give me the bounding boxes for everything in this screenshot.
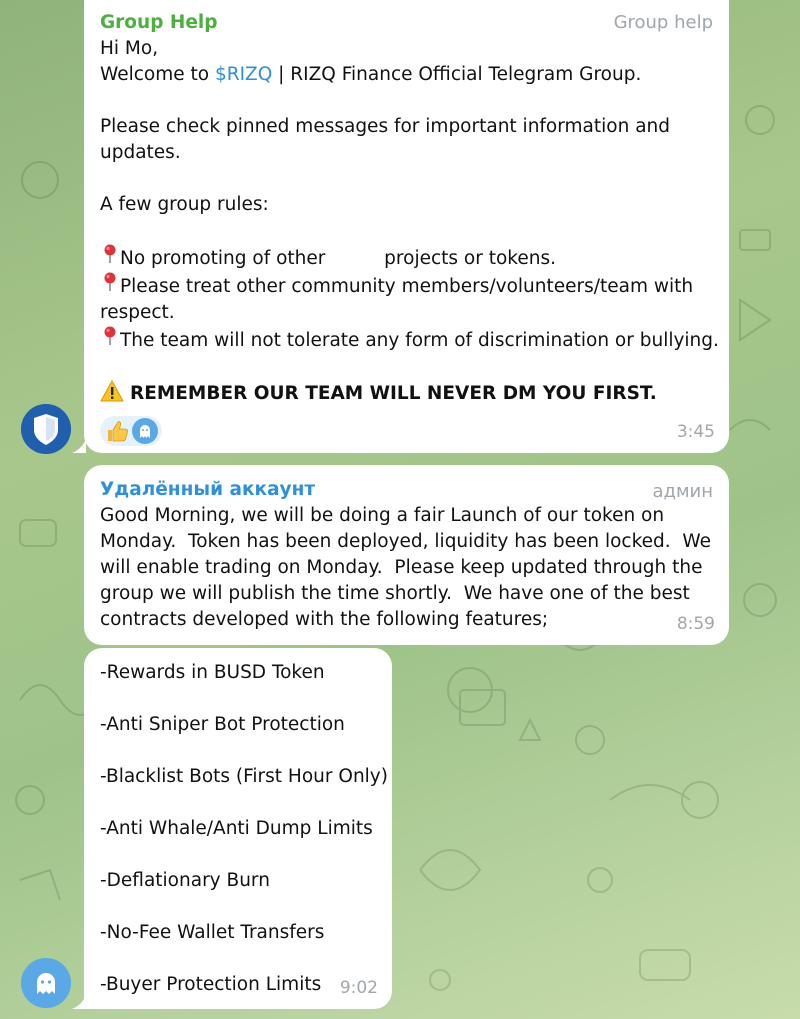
blank-line xyxy=(100,790,376,816)
feature-item: -Anti Sniper Bot Protection xyxy=(100,714,345,735)
message-bubble-features xyxy=(84,648,392,1009)
rules-heading: A few group rules: xyxy=(100,194,269,215)
feature-item: -Deflationary Burn xyxy=(100,870,270,891)
blank-line xyxy=(100,946,376,972)
feature-item: -No-Fee Wallet Transfers xyxy=(100,922,325,943)
blank-line xyxy=(100,738,376,764)
reactions-bar[interactable] xyxy=(100,416,162,446)
message-time: 8:59 xyxy=(676,614,715,634)
avatar-deleted-account[interactable] xyxy=(21,958,71,1008)
message-time: 9:02 xyxy=(339,978,378,998)
rule-3-text: The team will not tolerate any form of discrimination or bullying. xyxy=(120,330,719,351)
rule-3 xyxy=(100,326,719,354)
greeting-text: Hi Mo, xyxy=(100,38,159,59)
pushpin-icon xyxy=(100,244,120,272)
warning-text: REMEMBER OUR TEAM WILL NEVER DM YOU FIRST. xyxy=(130,383,657,404)
message-bubble-admin xyxy=(84,465,729,645)
sender-role: Group help xyxy=(613,12,713,33)
blank-line xyxy=(100,88,713,114)
blank-line xyxy=(100,686,376,712)
rule-2-continued: respect. xyxy=(100,302,175,323)
message-time: 3:45 xyxy=(676,422,715,442)
warning-line xyxy=(100,380,713,410)
sender-name[interactable]: Удалённый аккаунт xyxy=(100,479,316,500)
feature-item: -Rewards in BUSD Token xyxy=(100,662,325,683)
thumbs-up-icon[interactable] xyxy=(104,418,130,444)
feature-item: -Buyer Protection Limits xyxy=(100,974,322,995)
message-line: will enable trading on Monday. Please keep updated through the xyxy=(100,557,703,578)
blank-line xyxy=(100,218,713,244)
shield-icon xyxy=(21,404,71,454)
warning-icon xyxy=(100,380,130,410)
pinned-info-line-2: updates. xyxy=(100,142,181,163)
ghost-icon xyxy=(21,958,71,1008)
rule-1-text: No promoting of other projects or tokens. xyxy=(120,248,556,269)
message-line: contracts developed with the following features; xyxy=(100,609,549,630)
message-line: Monday. Token has been deployed, liquidity has been locked. We xyxy=(100,531,711,552)
message-bubble-group-help xyxy=(84,0,729,453)
rizq-hashtag-link[interactable]: $RIZQ xyxy=(214,64,273,85)
avatar-group-help[interactable] xyxy=(21,404,71,454)
rule-2 xyxy=(100,272,713,300)
blank-line xyxy=(100,842,376,868)
blank-line xyxy=(100,894,376,920)
pushpin-icon xyxy=(100,272,120,300)
welcome-prefix: Welcome to xyxy=(100,64,215,85)
message-line: group we will publish the time shortly. We have one of the best xyxy=(100,583,690,604)
pushpin-icon xyxy=(100,326,120,354)
bubble-tail xyxy=(72,995,86,1009)
message-line: Good Morning, we will be doing a fair Launch of our token on xyxy=(100,505,665,526)
feature-item: -Blacklist Bots (First Hour Only) xyxy=(100,766,388,787)
rule-2-text: Please treat other community members/volunteers/team with xyxy=(120,276,694,297)
welcome-suffix: | RIZQ Finance Official Telegram Group. xyxy=(272,64,642,85)
blank-line xyxy=(100,354,713,380)
welcome-text xyxy=(100,62,713,88)
pinned-info-line-1: Please check pinned messages for important information and xyxy=(100,116,671,137)
ghost-icon[interactable] xyxy=(132,418,158,444)
sender-name[interactable]: Group Help xyxy=(100,12,218,33)
bubble-tail xyxy=(72,439,86,453)
feature-item: -Anti Whale/Anti Dump Limits xyxy=(100,818,373,839)
sender-role: админ xyxy=(652,481,713,502)
blank-line xyxy=(100,166,713,192)
rule-1 xyxy=(100,244,713,272)
